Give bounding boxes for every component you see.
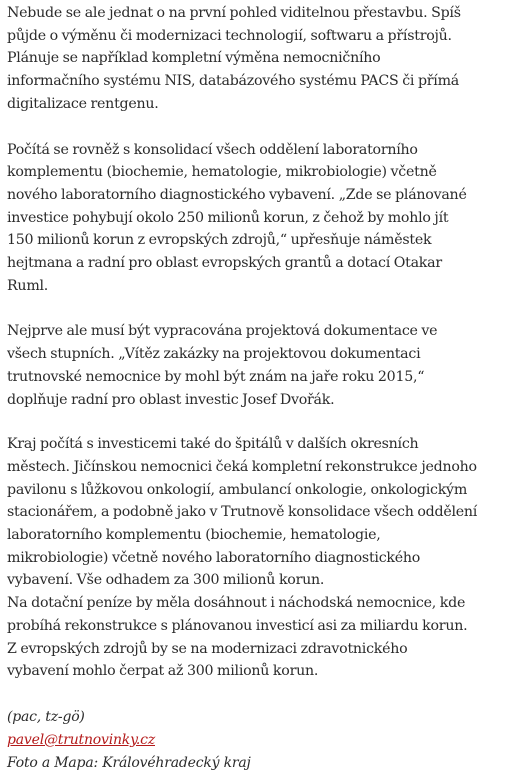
email-line <box>7 729 503 752</box>
paragraph-2: Počítá se rovněž s konsolidací všech oddělení laboratorního komplementu (biochemie, hematologie, mikrobiologie) včetně nového laboratorního diagnostického vybavení. „Zde se plánované investice pohybují okolo 250 milionů korun, z čehož by mohlo jít 150 milionů korun z evropských zdrojů,“ upřesňuje náměstek hejtmana a radní pro oblast evropských grantů a dotací Otakar Ruml. <box>7 141 467 294</box>
author-email-link[interactable]: pavel@trutnovinky.cz <box>7 731 155 748</box>
article-footer <box>7 706 503 775</box>
author-initials: (pac, tz-gö) <box>7 708 85 725</box>
paragraph-3: Nejprve ale musí být vypracována projektová dokumentace ve všech stupních. „Vítěz zakázky na projektovou dokumentaci trutnovské nemocnice by mohl být znám na jaře roku 2015,“ doplňuje radní pro oblast investic Josef Dvořák. <box>7 323 438 408</box>
paragraph-4: Kraj počítá s investicemi také do špitálů v dalších okresních městech. Jičínskou nemocnici čeká kompletní rekonstrukce jednoho pavilonu s lůžkovou onkologií, ambulancí onkologie, onkologickým stacionářem, a podobně jako v Trutnově konsolidace všech oddělení laboratorního komplementu (biochemie, hematologie, mikrobiologie) včetně nového laboratorního diagnostického vybavení. Vše odhadem za 300 milionů korun. Na dotační peníze by měla dosáhnout i náchodská nemocnice, kde probíhá rekonstrukce s plánovanou investicí asi za miliardu korun. Z evropských zdrojů by se na modernizaci zdravotnického vybavení mohlo čerpat až 300 milionů korun. <box>7 436 478 680</box>
photo-credit: Foto a Mapa: Královéhradecký kraj <box>7 754 251 771</box>
paragraph-1: Nebude se ale jednat o na první pohled viditelnou přestavbu. Spíš půjde o výměnu či modernizaci technologií, softwaru a přístrojů. Plánuje se například kompletní výměna nemocničního informačního systému NIS, databázového systému PACS či přímá digitalizace rentgenu. <box>7 5 461 112</box>
